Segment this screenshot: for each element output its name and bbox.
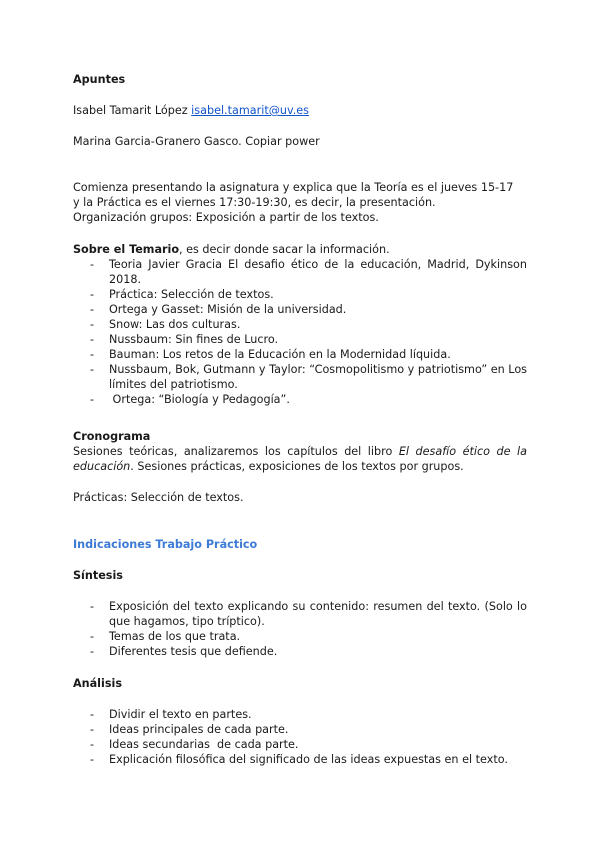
sintesis-list: [73, 599, 527, 659]
list-item: - Exposición del texto explicando su contenido: resumen del texto. (Solo lo que hagamos, tipo tríptico).: [73, 599, 527, 629]
intro-line: Comienza presentando la asignatura y explica que la Teoría es el jueves 15-17: [73, 181, 514, 194]
list-item: - Diferentes tesis que defiende.: [73, 644, 527, 659]
temario-subtitle: , es decir donde sacar la información.: [179, 243, 390, 256]
list-item: - Teoria Javier Gracia El desafio ético de la educación, Madrid, Dykinson 2018.: [73, 257, 527, 287]
apuntes-heading: Apuntes: [73, 73, 126, 86]
list-item: - Snow: Las dos culturas.: [73, 317, 527, 332]
list-item: - Nussbaum: Sin fines de Lucro.: [73, 332, 527, 347]
teacher-line: [73, 103, 527, 118]
list-item: - Bauman: Los retos de la Educación en la Modernidad líquida.: [73, 347, 527, 362]
sintesis-section: [73, 599, 527, 659]
list-item: - Dividir el texto en partes.: [73, 707, 527, 722]
temario-heading-line: [73, 242, 527, 257]
book-title: El desafío ético de la educación: [73, 445, 528, 473]
cronograma-text-before: Sesiones teóricas, analizaremos los capítulos del libro: [73, 445, 399, 458]
sintesis-heading: Síntesis: [73, 569, 123, 582]
analisis-list: [73, 707, 527, 767]
analisis-section: [73, 707, 527, 767]
cronograma-text-after: . Sesiones prácticas, exposiciones de los textos por grupos.: [130, 460, 464, 473]
list-item: - Ortega y Gasset: Misión de la universidad.: [73, 302, 527, 317]
practicas-line: Prácticas: Selección de textos.: [73, 491, 244, 504]
second-teacher-line: Marina Garcia-Granero Gasco. Copiar power: [73, 135, 320, 148]
list-item: - Práctica: Selección de textos.: [73, 287, 527, 302]
teacher-email-link[interactable]: isabel.tamarit@uv.es: [191, 104, 310, 117]
list-item: - Temas de los que trata.: [73, 629, 527, 644]
list-item: - Nussbaum, Bok, Gutmann y Taylor: “Cosmopolitismo y patriotismo” en Los límites del patriotismo.: [73, 362, 527, 392]
temario-heading: Sobre el Temario: [73, 243, 180, 256]
temario-section: [73, 242, 527, 407]
list-item: - Explicación filosófica del significado de las ideas expuestas en el texto.: [73, 752, 527, 767]
list-item: - Ideas principales de cada parte.: [73, 722, 527, 737]
cronograma-heading: Cronograma: [73, 430, 151, 443]
teacher-name: Isabel Tamarit López: [73, 104, 192, 117]
intro-line: y la Práctica es el viernes 17:30-19:30, es decir, la presentación.: [73, 196, 436, 209]
list-item: - Ortega: “Biología y Pedagogía”.: [73, 392, 527, 407]
cronograma-section: [73, 429, 527, 474]
analisis-heading: Análisis: [73, 677, 122, 690]
intro-paragraph: [73, 180, 527, 225]
list-item: - Ideas secundarias de cada parte.: [73, 737, 527, 752]
intro-line: Organización grupos: Exposición a partir de los textos.: [73, 211, 379, 224]
cronograma-text: [73, 444, 527, 474]
temario-list: [73, 257, 527, 407]
indicaciones-heading: Indicaciones Trabajo Práctico: [73, 538, 258, 551]
